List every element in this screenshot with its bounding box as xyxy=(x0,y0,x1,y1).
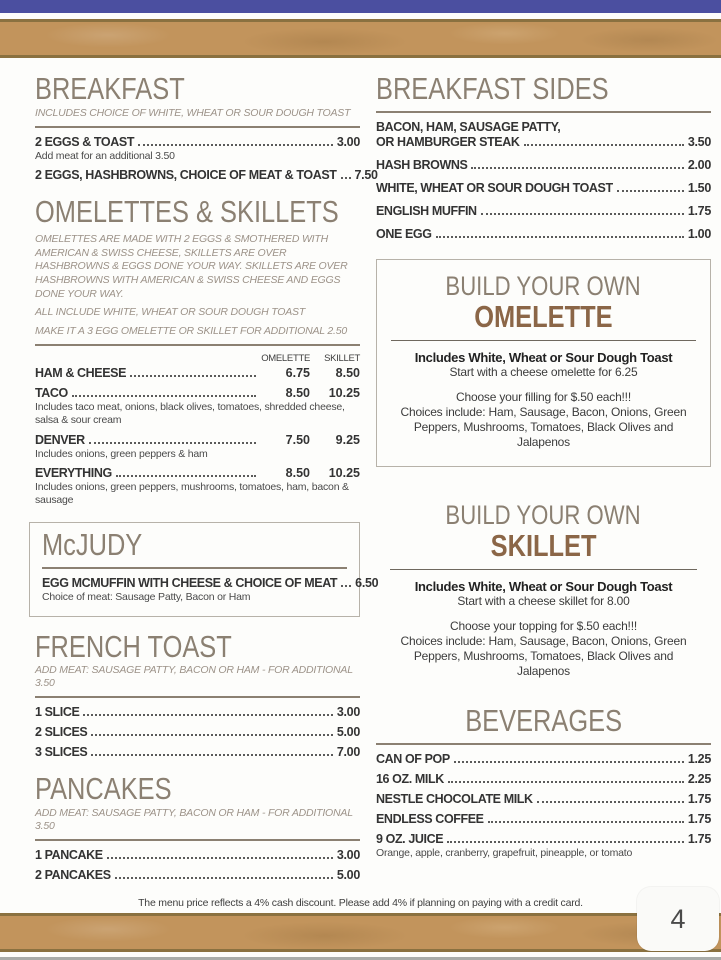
menu-item-price: 1.75 xyxy=(687,811,711,826)
menu-item-price: 3.50 xyxy=(687,134,711,149)
column-header-skillet: SKILLET xyxy=(324,353,360,365)
omelette-price: 8.50 xyxy=(285,466,310,481)
dot-leader xyxy=(447,841,684,843)
byo-omelette-choose: Choose your filling for $.50 each!!! xyxy=(456,389,631,404)
menu-item-price: 1.75 xyxy=(687,831,711,846)
menu-item-name-line1: BACON, HAM, SAUSAGE PATTY, xyxy=(376,119,561,134)
menu-item-price: 2.00 xyxy=(687,157,711,172)
menu-item-row xyxy=(35,848,360,862)
menu-item-name: WHITE, WHEAT OR SOUR DOUGH TOAST xyxy=(376,180,613,195)
footer-discount-note: The menu price reflects a 4% cash discount. Please add 4% if planning on paying with a credit card. xyxy=(138,897,583,909)
price-column-headers xyxy=(35,353,360,364)
menu-item-row xyxy=(35,868,360,882)
menu-item-name: NESTLE CHOCOLATE MILK xyxy=(376,791,533,806)
menu-item-name: 9 OZ. JUICE xyxy=(376,831,444,846)
menu-item-price: 1.50 xyxy=(687,180,711,195)
skillet-price: 10.25 xyxy=(328,466,360,481)
menu-item-row xyxy=(35,466,360,480)
pancakes-subtitle: ADD MEAT: SAUSAGE PATTY, BACON OR HAM - FOR ADDITIONAL 3.50 xyxy=(35,807,353,833)
section-breakfast xyxy=(35,71,378,183)
menu-item-row xyxy=(376,204,711,218)
dot-leader xyxy=(448,781,684,783)
byo-omelette-choices: Choices include: Ham, Sausage, Bacon, Onions, Green Peppers, Mushrooms, Tomatoes, Black Olives and Jalapenos xyxy=(400,404,687,449)
divider xyxy=(376,743,711,745)
omelettes-include-line: ALL INCLUDE WHITE, WHEAT OR SOUR DOUGH TOAST xyxy=(35,306,306,319)
menu-item-name: TACO xyxy=(35,386,68,401)
divider xyxy=(391,340,696,341)
dot-leader xyxy=(488,821,684,823)
byo-skillet-start: Start with a cheese skillet for 8.00 xyxy=(457,594,630,609)
menu-item-price: 6.50 xyxy=(355,576,379,590)
byo-omelette-includes: Includes White, Wheat or Sour Dough Toast xyxy=(414,349,673,365)
menu-item-row xyxy=(376,120,711,149)
menu-item-row xyxy=(35,725,360,739)
byo-skillet-choices: Choices include: Ham, Sausage, Bacon, Onions, Green Peppers, Mushrooms, Tomatoes, Black Olives and Jalapenos xyxy=(400,634,687,679)
french-toast-subtitle: ADD MEAT: SAUSAGE PATTY, BACON OR HAM - FOR ADDITIONAL 3.50 xyxy=(35,664,353,690)
menu-item-name: 3 SLICES xyxy=(35,745,88,760)
skillet-price: 10.25 xyxy=(328,386,360,401)
french-toast-title: FRENCH TOAST xyxy=(35,628,232,664)
menu-page xyxy=(0,61,721,896)
omelettes-description: OMELETTES ARE MADE WITH 2 EGGS & SMOTHERED WITH AMERICAN & SWISS CHEESE, SKILLETS ARE OVER HASHBROWNS & EGGS DONE YOUR WAY. SKILLETS ARE OVER HASHBROWNS WITH AMERICAN & SWISS CHEESE AND EGGS DONE YOUR WAY. xyxy=(35,232,348,300)
menu-item-name: HAM & CHEESE xyxy=(35,366,127,381)
section-build-your-own-skillet xyxy=(376,489,711,695)
menu-item-price: 1.75 xyxy=(687,203,711,218)
dot-leader xyxy=(481,213,684,215)
divider xyxy=(42,567,347,569)
dot-leader xyxy=(130,375,256,377)
divider xyxy=(35,126,360,128)
menu-item-row xyxy=(376,181,711,195)
omelettes-upgrade-line: MAKE IT A 3 EGG OMELETTE OR SKILLET FOR ADDITIONAL 2.50 xyxy=(35,324,348,337)
menu-item-row xyxy=(376,772,711,786)
menu-item-row xyxy=(376,227,711,241)
menu-item-name: 2 SLICES xyxy=(35,725,88,740)
menu-item-row xyxy=(376,158,711,172)
pancakes-title: PANCAKES xyxy=(35,771,172,807)
byo-omelette-title-main: OMELETTE xyxy=(474,298,613,334)
byo-skillet-choose: Choose your topping for $.50 each!!! xyxy=(450,619,637,634)
dot-leader xyxy=(454,761,684,763)
menu-item-price: 1.00 xyxy=(687,226,711,241)
breakfast-sides-title: BREAKFAST SIDES xyxy=(376,71,609,106)
menu-item-row xyxy=(35,745,360,759)
section-french-toast xyxy=(35,628,360,760)
menu-item-name: 2 EGGS & TOAST xyxy=(35,134,135,149)
mcjudy-title: McJUDY xyxy=(42,527,143,563)
top-blue-bar xyxy=(0,0,721,13)
divider xyxy=(35,344,360,346)
menu-item-name: 2 PANCAKES xyxy=(35,868,111,883)
omelettes-skillets-title: OMELETTES & SKILLETS xyxy=(35,194,339,230)
menu-item-name: 1 PANCAKE xyxy=(35,848,103,863)
menu-item-note: Includes onions, green peppers & ham xyxy=(35,447,208,460)
menu-item-name: ENGLISH MUFFIN xyxy=(376,203,477,218)
menu-item-price: 3.00 xyxy=(336,848,360,863)
menu-item-price: 7.50 xyxy=(354,168,378,183)
menu-item-row xyxy=(376,832,711,846)
menu-item-note: Add meat for an additional 3.50 xyxy=(35,149,175,162)
section-build-your-own-omelette xyxy=(376,259,711,467)
section-omelettes-skillets xyxy=(35,196,360,506)
dot-leader xyxy=(341,585,351,587)
dot-leader xyxy=(107,857,333,859)
omelette-price: 7.50 xyxy=(285,432,310,447)
divider xyxy=(35,839,360,841)
byo-omelette-title-top: BUILD YOUR OWN xyxy=(445,270,642,301)
dot-leader xyxy=(115,877,333,879)
menu-item-row xyxy=(376,752,711,766)
menu-item-price: 7.00 xyxy=(336,745,360,760)
skillet-price: 8.50 xyxy=(335,366,360,381)
menu-item-row xyxy=(376,812,711,826)
section-beverages xyxy=(376,705,711,859)
breakfast-title: BREAKFAST xyxy=(35,71,185,106)
divider xyxy=(376,111,711,113)
dot-leader xyxy=(436,236,684,238)
menu-item-price: 5.00 xyxy=(336,725,360,740)
menu-item-note: Includes taco meat, onions, black olives, tomatoes, shredded cheese, salsa & sour cream xyxy=(35,401,345,427)
dot-leader xyxy=(617,190,684,192)
section-breakfast-sides xyxy=(376,73,711,241)
skillet-price: 9.25 xyxy=(335,432,360,447)
menu-item-row xyxy=(376,792,711,806)
menu-item-name: 16 OZ. MILK xyxy=(376,771,444,786)
section-pancakes xyxy=(35,773,360,882)
menu-item-name: ENDLESS COFFEE xyxy=(376,811,484,826)
section-mcjudy xyxy=(29,522,379,616)
beverages-title: BEVERAGES xyxy=(465,703,622,739)
dot-leader xyxy=(91,734,332,736)
menu-item-name: 2 EGGS, HASHBROWNS, CHOICE OF MEAT & TOAST xyxy=(35,168,337,183)
menu-item-row xyxy=(35,168,378,183)
column-header-omelette: OMELETTE xyxy=(261,353,310,365)
menu-item-row xyxy=(35,433,360,447)
dot-leader xyxy=(524,144,684,146)
omelette-price: 8.50 xyxy=(285,386,310,401)
dot-leader xyxy=(471,167,683,169)
breakfast-subtitle: INCLUDES CHOICE OF WHITE, WHEAT OR SOUR DOUGH TOAST xyxy=(35,106,351,119)
menu-item-note: Orange, apple, cranberry, grapefruit, pineapple, or tomato xyxy=(376,846,633,859)
dot-leader xyxy=(89,442,256,444)
menu-item-name: CAN OF POP xyxy=(376,751,450,766)
byo-skillet-includes: Includes White, Wheat or Sour Dough Toast xyxy=(414,579,673,595)
dot-leader xyxy=(341,177,351,179)
menu-item-note: Choice of meat: Sausage Patty, Bacon or Ham xyxy=(42,591,251,603)
menu-item-price: 2.25 xyxy=(687,771,711,786)
menu-item-price: 1.75 xyxy=(687,791,711,806)
byo-skillet-title-top: BUILD YOUR OWN xyxy=(445,499,642,530)
menu-item-name: EGG MCMUFFIN WITH CHEESE & CHOICE OF MEAT xyxy=(42,576,338,590)
dot-leader xyxy=(91,754,332,756)
byo-omelette-start: Start with a cheese omelette for 6.25 xyxy=(449,364,638,379)
menu-item-name: 1 SLICE xyxy=(35,705,80,720)
dot-leader xyxy=(72,395,256,397)
menu-item-name: HASH BROWNS xyxy=(376,157,468,172)
menu-item-row xyxy=(42,576,379,590)
menu-item-name: ONE EGG xyxy=(376,226,432,241)
page-number: 4 xyxy=(637,887,719,951)
top-tan-band xyxy=(0,19,721,58)
menu-item-name: EVERYTHING xyxy=(35,466,112,481)
omelette-price: 6.75 xyxy=(285,366,310,381)
dot-leader xyxy=(116,475,256,477)
divider xyxy=(35,696,360,698)
right-column xyxy=(376,73,711,896)
menu-item-row xyxy=(35,386,360,400)
dot-leader xyxy=(537,801,684,803)
bottom-tan-band xyxy=(0,913,721,952)
menu-item-row xyxy=(35,366,360,380)
menu-item-row xyxy=(35,705,360,719)
menu-item-price: 3.00 xyxy=(336,134,360,149)
menu-item-note: Includes onions, green peppers, mushrooms, tomatoes, ham, bacon & sausage xyxy=(35,481,349,506)
dot-leader xyxy=(83,714,332,716)
menu-item-price: 5.00 xyxy=(336,868,360,883)
byo-skillet-title-main: SKILLET xyxy=(490,528,597,564)
dot-leader xyxy=(138,144,333,146)
menu-item-row xyxy=(35,135,360,149)
menu-item-name-line2: OR HAMBURGER STEAK xyxy=(376,134,520,149)
divider xyxy=(390,569,697,570)
menu-item-price: 3.00 xyxy=(336,705,360,720)
left-column xyxy=(35,71,379,896)
menu-item-price: 1.25 xyxy=(687,751,711,766)
menu-item-name: DENVER xyxy=(35,432,85,447)
